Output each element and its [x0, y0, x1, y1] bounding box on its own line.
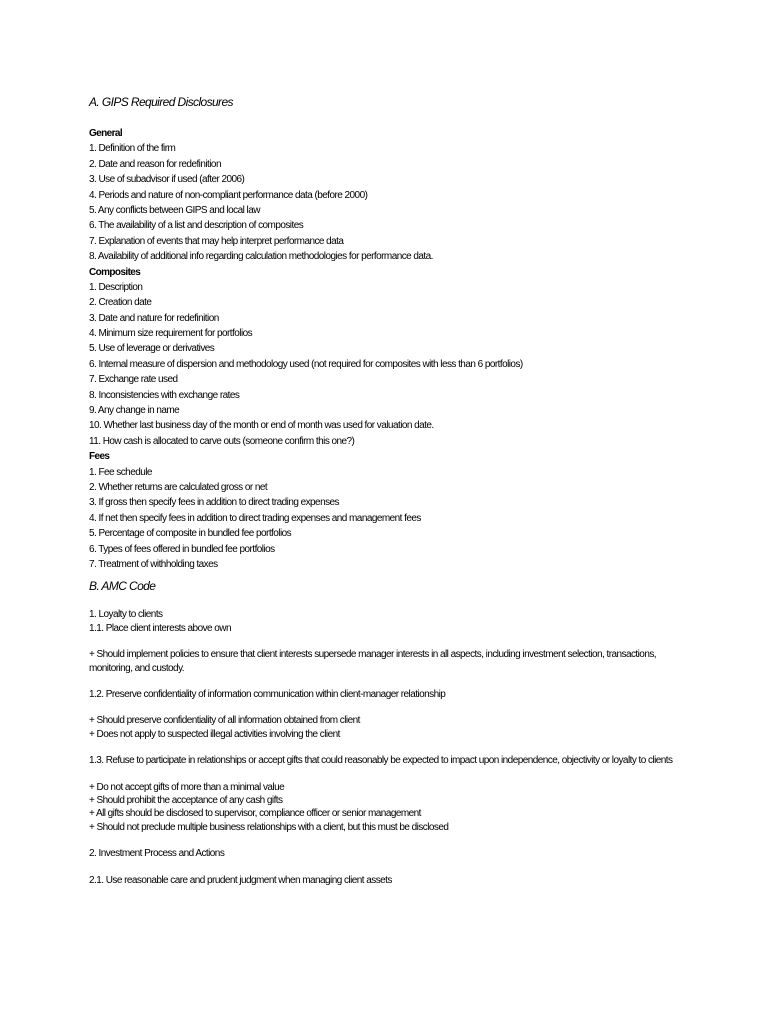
list-item: 3. Use of subadvisor if used (after 2006)	[89, 174, 245, 186]
list-item: 6. The availability of a list and description of composites	[89, 220, 304, 232]
group-general	[89, 126, 689, 265]
paragraph-line: + All gifts should be disclosed to supervisor, compliance officer or senior management	[89, 808, 421, 820]
paragraph-gap	[89, 701, 689, 714]
list-item: 8. Inconsistencies with exchange rates	[89, 389, 240, 401]
paragraph-line: 2.1. Use reasonable care and prudent judgment when managing client assets	[89, 874, 392, 886]
list-item: 5. Percentage of composite in bundled fee portfolios	[89, 528, 292, 540]
paragraph-line: + Does not apply to suspected illegal activities involving the client	[89, 728, 340, 740]
list-item: 1. Description	[89, 281, 143, 293]
paragraph-line: + Do not accept gifts of more than a minimal value	[89, 781, 285, 793]
list-item: 3. Date and nature for redefinition	[89, 312, 219, 324]
list-item: 5. Use of leverage or derivatives	[89, 343, 215, 355]
list-item: 8. Availability of additional info regarding calculation methodologies for performance data.	[89, 251, 433, 263]
list-item: 2. Date and reason for redefinition	[89, 158, 221, 170]
list-item: 4. Minimum size requirement for portfolios	[89, 328, 253, 340]
group-heading-general: General	[89, 128, 123, 139]
list-item: 7. Treatment of withholding taxes	[89, 558, 218, 570]
paragraph-gap	[89, 675, 689, 688]
list-item: 10. Whether last business day of the month or end of month was used for valuation date.	[89, 420, 434, 432]
list-item: 6. Internal measure of dispersion and methodology used (not required for composites with less than 6 portfolios)	[89, 358, 523, 370]
list-item: 4. If net then specify fees in addition to direct trading expenses and management fees	[89, 512, 421, 524]
list-item: 2. Whether returns are calculated gross or net	[89, 481, 268, 493]
paragraph: 1.3. Refuse to participate in relationships or accept gifts that could reasonably be expected to impact upon independence, objectivity or loyalty to clients	[89, 755, 673, 767]
list-item: 3. If gross then specify fees in addition to direct trading expenses	[89, 497, 339, 509]
list-item: 1. Fee schedule	[89, 466, 152, 478]
paragraph-gap	[89, 834, 689, 847]
section-b-title: B. AMC Code	[89, 579, 156, 594]
list-item: 9. Any change in name	[89, 405, 180, 417]
paragraph-gap	[89, 768, 689, 781]
paragraph-line: 1.1. Place client interests above own	[89, 622, 231, 634]
list-item: 5. Any conflicts between GIPS and local law	[89, 204, 260, 216]
list-item: 1. Definition of the firm	[89, 143, 176, 155]
paragraph-line: 1. Loyalty to clients	[89, 609, 163, 621]
paragraph-line: 2. Investment Process and Actions	[89, 848, 225, 860]
group-heading-fees: Fees	[89, 451, 110, 463]
group-composites	[89, 265, 689, 450]
list-item: 2. Creation date	[89, 297, 152, 309]
paragraph-gap	[89, 741, 689, 754]
group-fees	[89, 449, 689, 572]
paragraph-gap	[89, 861, 689, 874]
section-a-title: A. GIPS Required Disclosures	[89, 95, 233, 109]
list-item: 11. How cash is allocated to carve outs (someone confirm this one?)	[89, 435, 355, 447]
list-item: 7. Exchange rate used	[89, 374, 178, 386]
group-heading-composites: Composites	[89, 266, 141, 278]
list-item: 7. Explanation of events that may help interpret performance data	[89, 235, 344, 247]
paragraph-line: 1.2. Preserve confidentiality of information communication within client-manager relationship	[89, 688, 446, 700]
paragraph-line: + Should preserve confidentiality of all information obtained from client	[89, 715, 360, 727]
paragraph-line: + Should not preclude multiple business relationships with a client, but this must be disclosed	[89, 821, 449, 833]
paragraph-gap	[89, 635, 689, 648]
paragraph-line: + Should prohibit the acceptance of any cash gifts	[89, 794, 283, 806]
paragraph: + Should implement policies to ensure that client interests supersede manager interests in all aspects, including investment selection, transactions, monitoring, and custody.	[89, 649, 657, 674]
document-page	[89, 92, 689, 887]
list-item: 4. Periods and nature of non-compliant performance data (before 2000)	[89, 189, 368, 201]
list-item: 6. Types of fees offered in bundled fee portfolios	[89, 543, 275, 555]
